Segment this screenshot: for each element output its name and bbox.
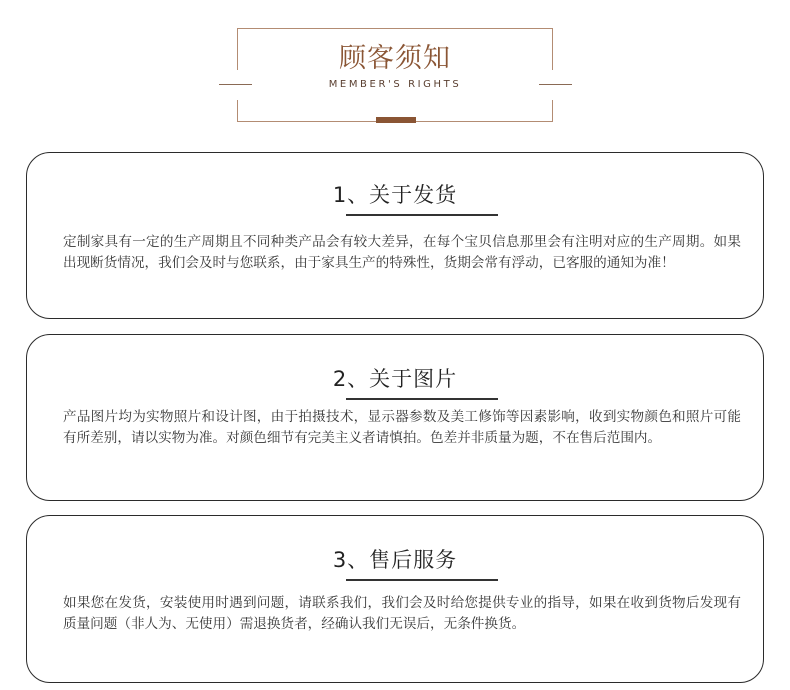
- section-title-underline: [346, 214, 498, 216]
- section-title-aftersales: 3、售后服务: [332, 548, 458, 572]
- section-card-aftersales: [26, 515, 764, 683]
- page-title: 顾客须知: [339, 43, 451, 74]
- section-title-images: 2、关于图片: [332, 367, 458, 391]
- section-body-images: 产品图片均为实物照片和设计图，由于拍摄技术，显示器参数及美工修饰等因素影响，收到实物颜色和照片可能有所差别，请以实物为准。对颜色细节有完美主义者请慎拍。色差并非质量为题，不在售后范围内。: [63, 409, 741, 446]
- section-body-aftersales: 如果您在发货，安装使用时遇到问题，请联系我们，我们会及时给您提供专业的指导，如果在收到货物后发现有质量问题（非人为、无使用）需退换货者，经确认我们无误后，无条件换货。: [63, 595, 741, 632]
- page-subtitle: MEMBER'S RIGHTS: [328, 79, 462, 90]
- section-title-shipping: 1、关于发货: [332, 183, 458, 207]
- notice-header: [0, 0, 790, 140]
- section-title-underline: [346, 579, 498, 581]
- header-accent-bar: [376, 117, 416, 123]
- section-card-shipping: [26, 152, 764, 319]
- section-body-shipping: 定制家具有一定的生产周期且不同种类产品会有较大差异，在每个宝贝信息那里会有注明对应的生产周期。如果出现断货情况，我们会及时与您联系，由于家具生产的特殊性，货期会常有浮动，已客服的通知为准！: [63, 234, 741, 271]
- section-card-images: [26, 334, 764, 501]
- section-title-underline: [346, 398, 498, 400]
